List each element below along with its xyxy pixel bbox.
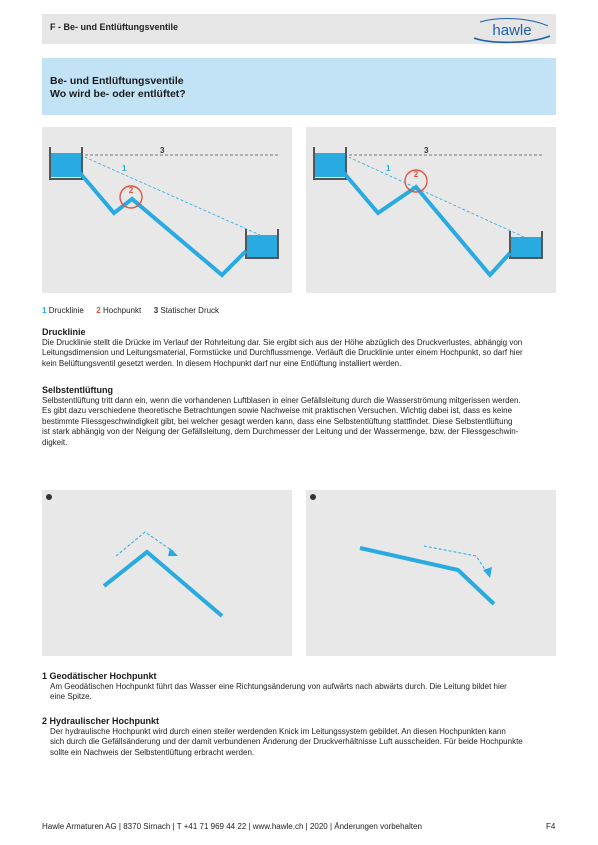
- legend-label-3: Statischer Druck: [160, 306, 220, 315]
- diagram-panel-hydraulic: [306, 490, 556, 656]
- pipeline-hydraulic: [360, 548, 494, 604]
- page-number: F4: [546, 822, 556, 831]
- text-line: Leitungsdimension und Leitungsmaterial, Formstücke und Durchflussmenge. Verläuft die Drucklinie unter einem Hochpunkt, so darf hier: [42, 348, 523, 358]
- bullet-icon: [310, 494, 316, 500]
- label-pressure-line: 1: [122, 164, 127, 173]
- footer-text: Hawle Armaturen AG | 8370 Sirnach | T +41 71 969 44 22 | www.hawle.ch | 2020 | Änderungen vorbehalten: [42, 822, 422, 831]
- pressure-line: [80, 155, 260, 235]
- para-geodaetisch: [50, 682, 556, 703]
- para-drucklinie: [42, 338, 556, 369]
- hawle-logo: [470, 16, 554, 44]
- banner-title: Be- und Entlüftungsventile: [50, 75, 184, 87]
- banner-subtitle: Wo wird be- oder entlüftet?: [50, 88, 186, 100]
- legend-num-2: 2: [96, 306, 101, 315]
- heading-geodaetisch: 1 Geodätischer Hochpunkt: [42, 671, 157, 681]
- right-tank-water: [511, 237, 541, 257]
- para-selbstentlueftung: [42, 396, 556, 448]
- header-title: F - Be- und Entlüftungsventile: [50, 22, 178, 32]
- text-line: Die Drucklinie stellt die Drücke im Verlauf der Rohrleitung dar. Sie ergibt sich aus der Höhe abzüglich des Druckverlustes, abhängig von: [42, 338, 523, 347]
- text-line: kein Belüftungsventil gesetzt werden. In diesem Hochpunkt darf nur eine Entlüftung installiert werden.: [42, 358, 402, 368]
- left-tank-water: [315, 153, 345, 177]
- text-line: eine Spitze.: [50, 692, 92, 702]
- legend-num-3: 3: [153, 306, 159, 315]
- pipeline-geodetic: [104, 552, 222, 616]
- left-tank-water: [51, 153, 81, 177]
- para-hydraulisch: [50, 727, 556, 758]
- pressure-line: [344, 155, 524, 237]
- diagram-legend: [42, 306, 219, 315]
- pipeline: [344, 173, 510, 275]
- legend-label-1: Drucklinie: [48, 306, 84, 315]
- text-line: ist stark abhängig von der Neigung der Gefällsleitung, dem Durchmesser der Leitung und der Wassermenge, bzw. der Fliessgeschwin-: [42, 427, 519, 437]
- right-tank-water: [247, 235, 277, 257]
- diagram-panel-right: [306, 127, 556, 293]
- text-line: bestimmte Fliessgeschwindigkeit gibt, bei welcher gesagt werden kann, dass eine Selbstentlüftung stattfindet. Diese Selbstentlüftung: [42, 416, 513, 426]
- diagram-panel-left: [42, 127, 292, 293]
- pipeline: [80, 173, 246, 275]
- label-static-pressure: 3: [424, 146, 429, 155]
- diagram-panel-geodetic: [42, 490, 292, 656]
- logo-text: hawle: [492, 22, 532, 39]
- label-highpoint: 2: [128, 186, 134, 195]
- text-line: Selbstentlüftung tritt dann ein, wenn die vorhandenen Luftblasen in einer Gefällsleitung durch die Wasserströmung mitgerissen werden.: [42, 396, 521, 405]
- text-line: Der hydraulische Hochpunkt wird durch einen steiler werdenden Knick im Leitungssystem gebildet. An diesen Hochpunkten kann: [50, 727, 506, 736]
- heading-hydraulisch: 2 Hydraulischer Hochpunkt: [42, 716, 160, 726]
- text-line: Am Geodätischen Hochpunkt führt das Wasser eine Richtungsänderung von aufwärts nach abwärts durch. Die Leitung bildet hier: [50, 682, 507, 691]
- label-highpoint: 2: [413, 170, 419, 179]
- text-line: Es gibt dazu verschiedene theoretische Betrachtungen sowie Nachweise mit praktischen Versuchen. Wichtig dabei ist, dass es keine: [42, 406, 513, 416]
- bullet-icon: [46, 494, 52, 500]
- label-pressure-line: 1: [386, 164, 391, 173]
- heading-drucklinie: Drucklinie: [42, 327, 86, 337]
- text-line: sollte ein Nachweis der Selbstentlüftung erbracht werden.: [50, 747, 255, 757]
- legend-num-1: 1: [42, 306, 47, 315]
- label-static-pressure: 3: [160, 146, 165, 155]
- text-line: sich durch die Gefällsänderung und der damit verbundenen Änderung der Druckverhältnisse Luft ausscheiden. Für beide Hochpunkte: [50, 737, 523, 747]
- text-line: digkeit.: [42, 437, 68, 447]
- heading-selbstentlueftung: Selbstentlüftung: [42, 385, 113, 395]
- arrow-head-icon: [483, 567, 492, 578]
- legend-label-2: Hochpunkt: [102, 306, 142, 315]
